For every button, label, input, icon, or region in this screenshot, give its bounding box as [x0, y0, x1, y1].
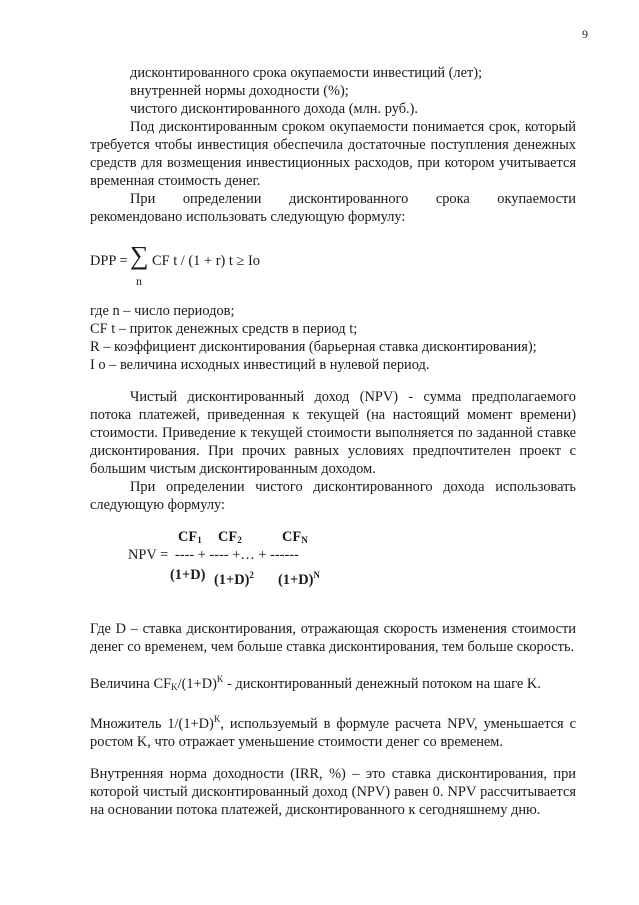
paragraph-npv-definition: Чистый дисконтированный доход (NPV) - сумма предполагаемого потока платежей, приведенная к текущей (на настоящий момент времени) стоимости. Приведение к текущей стоимости выполняется по заданной ставке дисконтирования. При прочих равных условиях предпочтителен проект с большим чистым дисконтированным доходом. — [90, 389, 576, 477]
npv-numerator-2: $CF_2$ — [218, 529, 242, 545]
paragraph-irr-definition: Внутренняя норма доходности (IRR, %) – это ставка дисконтирования, при которой чистый дисконтированный доход (NPV) равен 0. NPV рассчитывается на основании потока платежей, дисконтированного к сегодняшнему дню. — [90, 766, 576, 818]
npv-denominator-2: $(1+D)^2$ — [214, 570, 254, 588]
page-number: 9 — [582, 27, 588, 41]
paragraph-discounted-flow: Величина $CF_K/(1+D)^K$ - дисконтированный денежный потоком на шаге K. — [90, 674, 541, 692]
npv-formula-lhs: NPV = — [128, 547, 169, 563]
npv-denominator-n: $(1+D)^N$ — [278, 570, 320, 588]
sum-symbol: ∑ — [130, 241, 149, 270]
paragraph-npv-formula-intro: При определении чистого дисконтированного дохода использовать следующую формулу: — [90, 479, 576, 513]
definition-item: где n – число периодов; — [90, 303, 235, 319]
npv-fraction-lines: ---- + ---- +… + ------ — [175, 547, 299, 563]
list-item: чистого дисконтированного дохода (млн. руб.). — [130, 101, 419, 117]
definition-item: R – коэффициент дисконтирования (барьерная ставка дисконтирования); — [90, 339, 537, 355]
npv-denominator-1: (1+D) — [170, 567, 206, 583]
dpp-formula-rhs: CF t / (1 + r) t ≥ Io — [152, 253, 260, 269]
definition-item: I o – величина исходных инвестиций в нулевой период. — [90, 357, 430, 373]
npv-numerator-1: $CF_1$ — [178, 529, 202, 545]
definition-item: CF t – приток денежных средств в период t; — [90, 321, 358, 337]
dpp-formula-lhs: DPP = — [90, 253, 128, 269]
npv-numerator-n: $CF_N$ — [282, 529, 308, 545]
dpp-formula — [90, 240, 576, 292]
document-body — [90, 64, 576, 819]
paragraph-multiplier: Множитель $1/(1+D)^K$, используемый в формуле расчета NPV, уменьшается с ростом K, что отражает уменьшение стоимости денег со временем. — [90, 714, 576, 750]
list-item: внутренней нормы доходности (%); — [130, 83, 349, 99]
list-item: дисконтированного срока окупаемости инвестиций (лет); — [130, 65, 483, 81]
npv-formula — [90, 520, 576, 590]
paragraph-dpp-formula-intro: При определении дисконтированного срока окупаемости рекомендовано использовать следующую формулу: — [90, 191, 576, 225]
sum-index: n — [136, 274, 142, 288]
paragraph-discount-rate: Где D – ставка дисконтирования, отражающая скорость изменения стоимости денег со временем, чем больше ставка дисконтирования, тем больше скорость. — [90, 621, 576, 655]
paragraph-dpp-definition: Под дисконтированным сроком окупаемости понимается срок, который требуется чтобы инвестиция обеспечила достаточные поступления денежных средств для возмещения инвестиционных расходов, при котором учитывается временная стоимость денег. — [90, 119, 576, 189]
